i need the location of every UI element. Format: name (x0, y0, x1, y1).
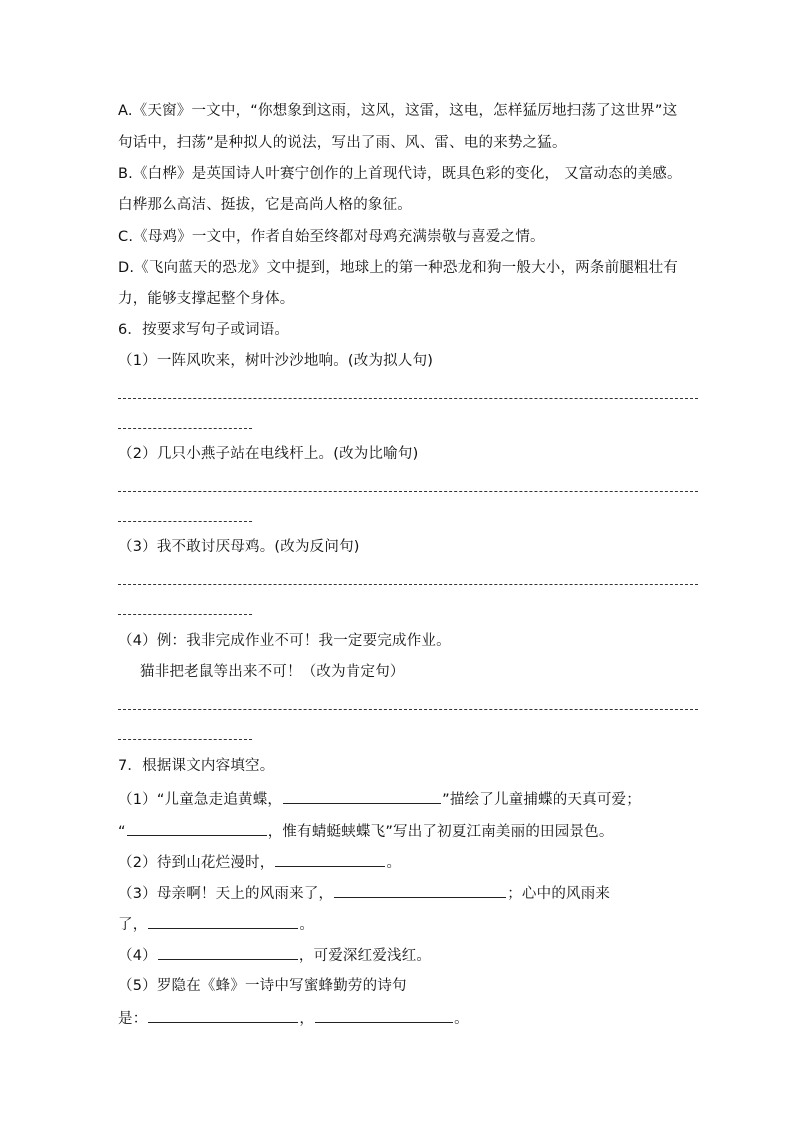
fill-blank-6[interactable] (158, 944, 298, 960)
q7-line-4-prefix: （3）母亲啊！天上的风雨来了， (118, 886, 334, 902)
question-6-item-4-example: （4）例：我非完成作业不可！我一定要完成作业。 (118, 633, 451, 649)
q7-line-1-suffix: ”描绘了儿童捕蝶的天真可爱； (442, 792, 641, 808)
option-b-line-2: 白桦那么高洁、挺拔，它是高尚人格的象征。 (118, 197, 412, 213)
q7-line-3-suffix: 。 (386, 855, 402, 871)
answer-line-6-2b[interactable] (118, 521, 252, 522)
option-a-line-1: A.《天窗》一文中，“你想象到这雨，这风，这雷，这电，怎样猛厉地扫荡了这世界”这 (118, 103, 678, 119)
option-d-line-2: 力，能够支撑起整个身体。 (118, 291, 295, 307)
q7-line-1-prefix: （1）“儿童急走追黄蝶， (118, 792, 283, 808)
question-6-item-1: （1）一阵风吹来，树叶沙沙地响。(改为拟人句) (118, 353, 434, 369)
question-6-item-3: （3）我不敢讨厌母鸡。(改为反问句) (118, 539, 360, 555)
q7-line-8-middle: ， (299, 1011, 315, 1027)
answer-line-6-1b[interactable] (118, 428, 252, 429)
fill-blank-7[interactable] (148, 1007, 298, 1023)
fill-blank-4[interactable] (334, 882, 506, 898)
question-7-line-8 (118, 1007, 469, 1029)
q7-line-3-prefix: （2）待到山花烂漫时， (118, 855, 275, 871)
q7-line-5-prefix: 了， (118, 917, 148, 933)
option-b-line-1: B.《白桦》是英国诗人叶赛宁创作的上首现代诗，既具色彩的变化， 又富动态的美感。 (118, 166, 682, 182)
question-7-title: 7．根据课文内容填空。 (118, 758, 275, 774)
q7-line-5-suffix: 。 (299, 917, 315, 933)
answer-line-6-3b[interactable] (118, 614, 252, 615)
fill-blank-2[interactable] (127, 820, 267, 836)
fill-blank-3[interactable] (275, 851, 385, 867)
question-7-line-4 (118, 882, 610, 904)
question-7-line-3 (118, 851, 401, 873)
q7-line-2-prefix: “ (118, 824, 126, 840)
question-7-line-7: （5）罗隐在《蜂》一诗中写蜜蜂勤劳的诗句 (118, 978, 407, 994)
q7-line-6-prefix: （4） (118, 948, 157, 964)
question-7-line-2 (118, 820, 614, 842)
fill-blank-8[interactable] (315, 1007, 453, 1023)
answer-line-6-4a[interactable] (118, 709, 698, 710)
q7-line-8-suffix: 。 (454, 1011, 469, 1027)
question-6-item-2: （2）几只小燕子站在电线杆上。(改为比喻句) (118, 446, 419, 462)
q7-line-2-suffix: ，惟有蜻蜓蛱蝶飞”写出了初夏江南美丽的田园景色。 (267, 824, 614, 840)
q7-line-4-suffix: ；心中的风雨来 (507, 886, 611, 902)
answer-line-6-3a[interactable] (118, 584, 698, 585)
answer-line-6-1a[interactable] (118, 398, 698, 399)
option-d-line-1: D.《飞向蓝天的恐龙》文中提到，地球上的第一种恐龙和狗一般大小，两条前腿粗壮有 (118, 260, 679, 276)
question-7-line-1 (118, 788, 641, 810)
fill-blank-1[interactable] (283, 788, 441, 804)
option-c-line-1: C.《母鸡》一文中，作者自始至终都对母鸡充满崇敬与喜爱之情。 (118, 229, 545, 245)
answer-line-6-4b[interactable] (118, 739, 252, 740)
question-7-line-5 (118, 913, 314, 935)
answer-line-6-2a[interactable] (118, 491, 698, 492)
question-6-item-4-task: 猫非把老鼠等出来不可！（改为肯定句） (140, 664, 405, 680)
option-a-line-2: 句话中，扫荡”是种拟人的说法，写出了雨、风、雷、电的来势之猛。 (118, 135, 567, 151)
question-7-line-6 (118, 944, 431, 966)
q7-line-8-prefix: 是： (118, 1011, 148, 1027)
fill-blank-5[interactable] (148, 913, 298, 929)
q7-line-6-suffix: ，可爱深红爱浅红。 (298, 948, 432, 964)
question-6-title: 6．按要求写句子或词语。 (118, 322, 290, 338)
